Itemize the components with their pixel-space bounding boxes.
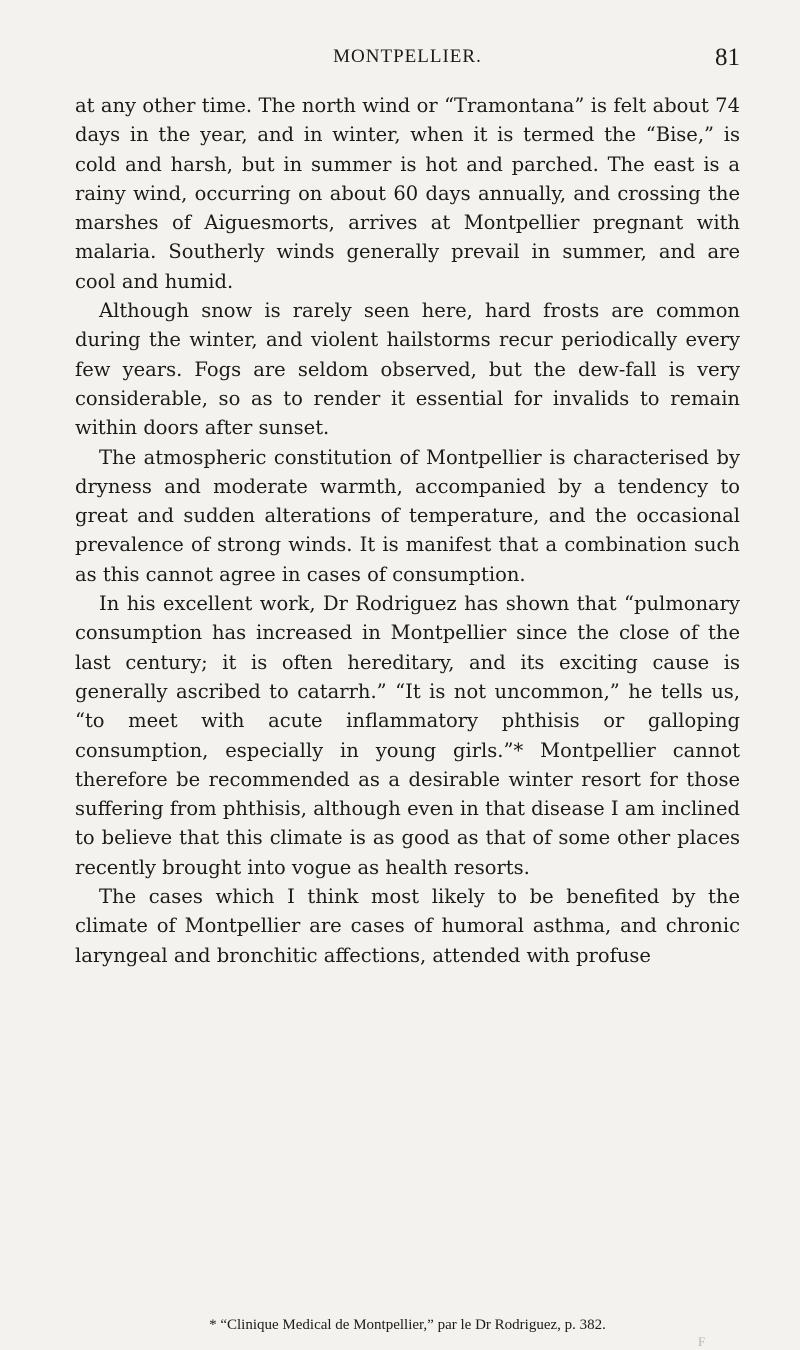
page-number: 81 [715, 44, 740, 71]
page-header [75, 46, 740, 76]
paragraph-atmosphere: The atmospheric constitution of Montpellier is characterised by dryness and moderate warmth, accompanied by a tendency to great and sudden alterations of temperature, and the occasional prevalence of strong winds. It is manifest that a combination such as this cannot agree in cases of consumption. [75, 445, 740, 586]
paragraph-frosts: Although snow is rarely seen here, hard frosts are common during the winter, and violent hailstorms recur periodically every few years. Fogs are seldom observed, but the dew-fall is very considerable, so as to render it essential for invalids to remain within doors after sunset. [75, 299, 740, 440]
running-head: MONTPELLIER. [333, 46, 482, 67]
paragraph-winds: at any other time. The north wind or “Tramontana” is felt about 74 days in the year, and in winter, when it is termed the “Bise,” is cold and harsh, but in summer is hot and parched. The east is a rainy wind, occurring on about 60 days annually, and crossing the marshes of Aiguesmorts, arrives at Montpellier pregnant with malaria. Southerly winds generally prevail in summer, and are cool and humid. [75, 94, 740, 293]
paragraph-consumption: In his excellent work, Dr Rodriguez has shown that “pulmonary consumption has increased in Montpellier since the close of the last century; it is often hereditary, and its exciting cause is generally ascribed to catarrh.” “It is not uncommon,” he tells us, “to meet with acute inflammatory phthisis or galloping consumption, especially in young girls.”* Montpellier cannot therefore be recommended as a desirable winter resort for those suffering from phthisis, although even in that disease I am inclined to believe that this climate is as good as that of some other places recently brought into vogue as health resorts. [75, 592, 740, 879]
paragraph-cases: The cases which I think most likely to be benefited by the climate of Montpellier are cases of humoral asthma, and chronic laryngeal and bronchitic affections, attended with profuse [75, 885, 740, 967]
body-text [75, 91, 740, 970]
footnote: * “Clinique Medical de Montpellier,” par le Dr Rodriguez, p. 382. [209, 1317, 606, 1333]
signature-mark: F [698, 1334, 706, 1349]
